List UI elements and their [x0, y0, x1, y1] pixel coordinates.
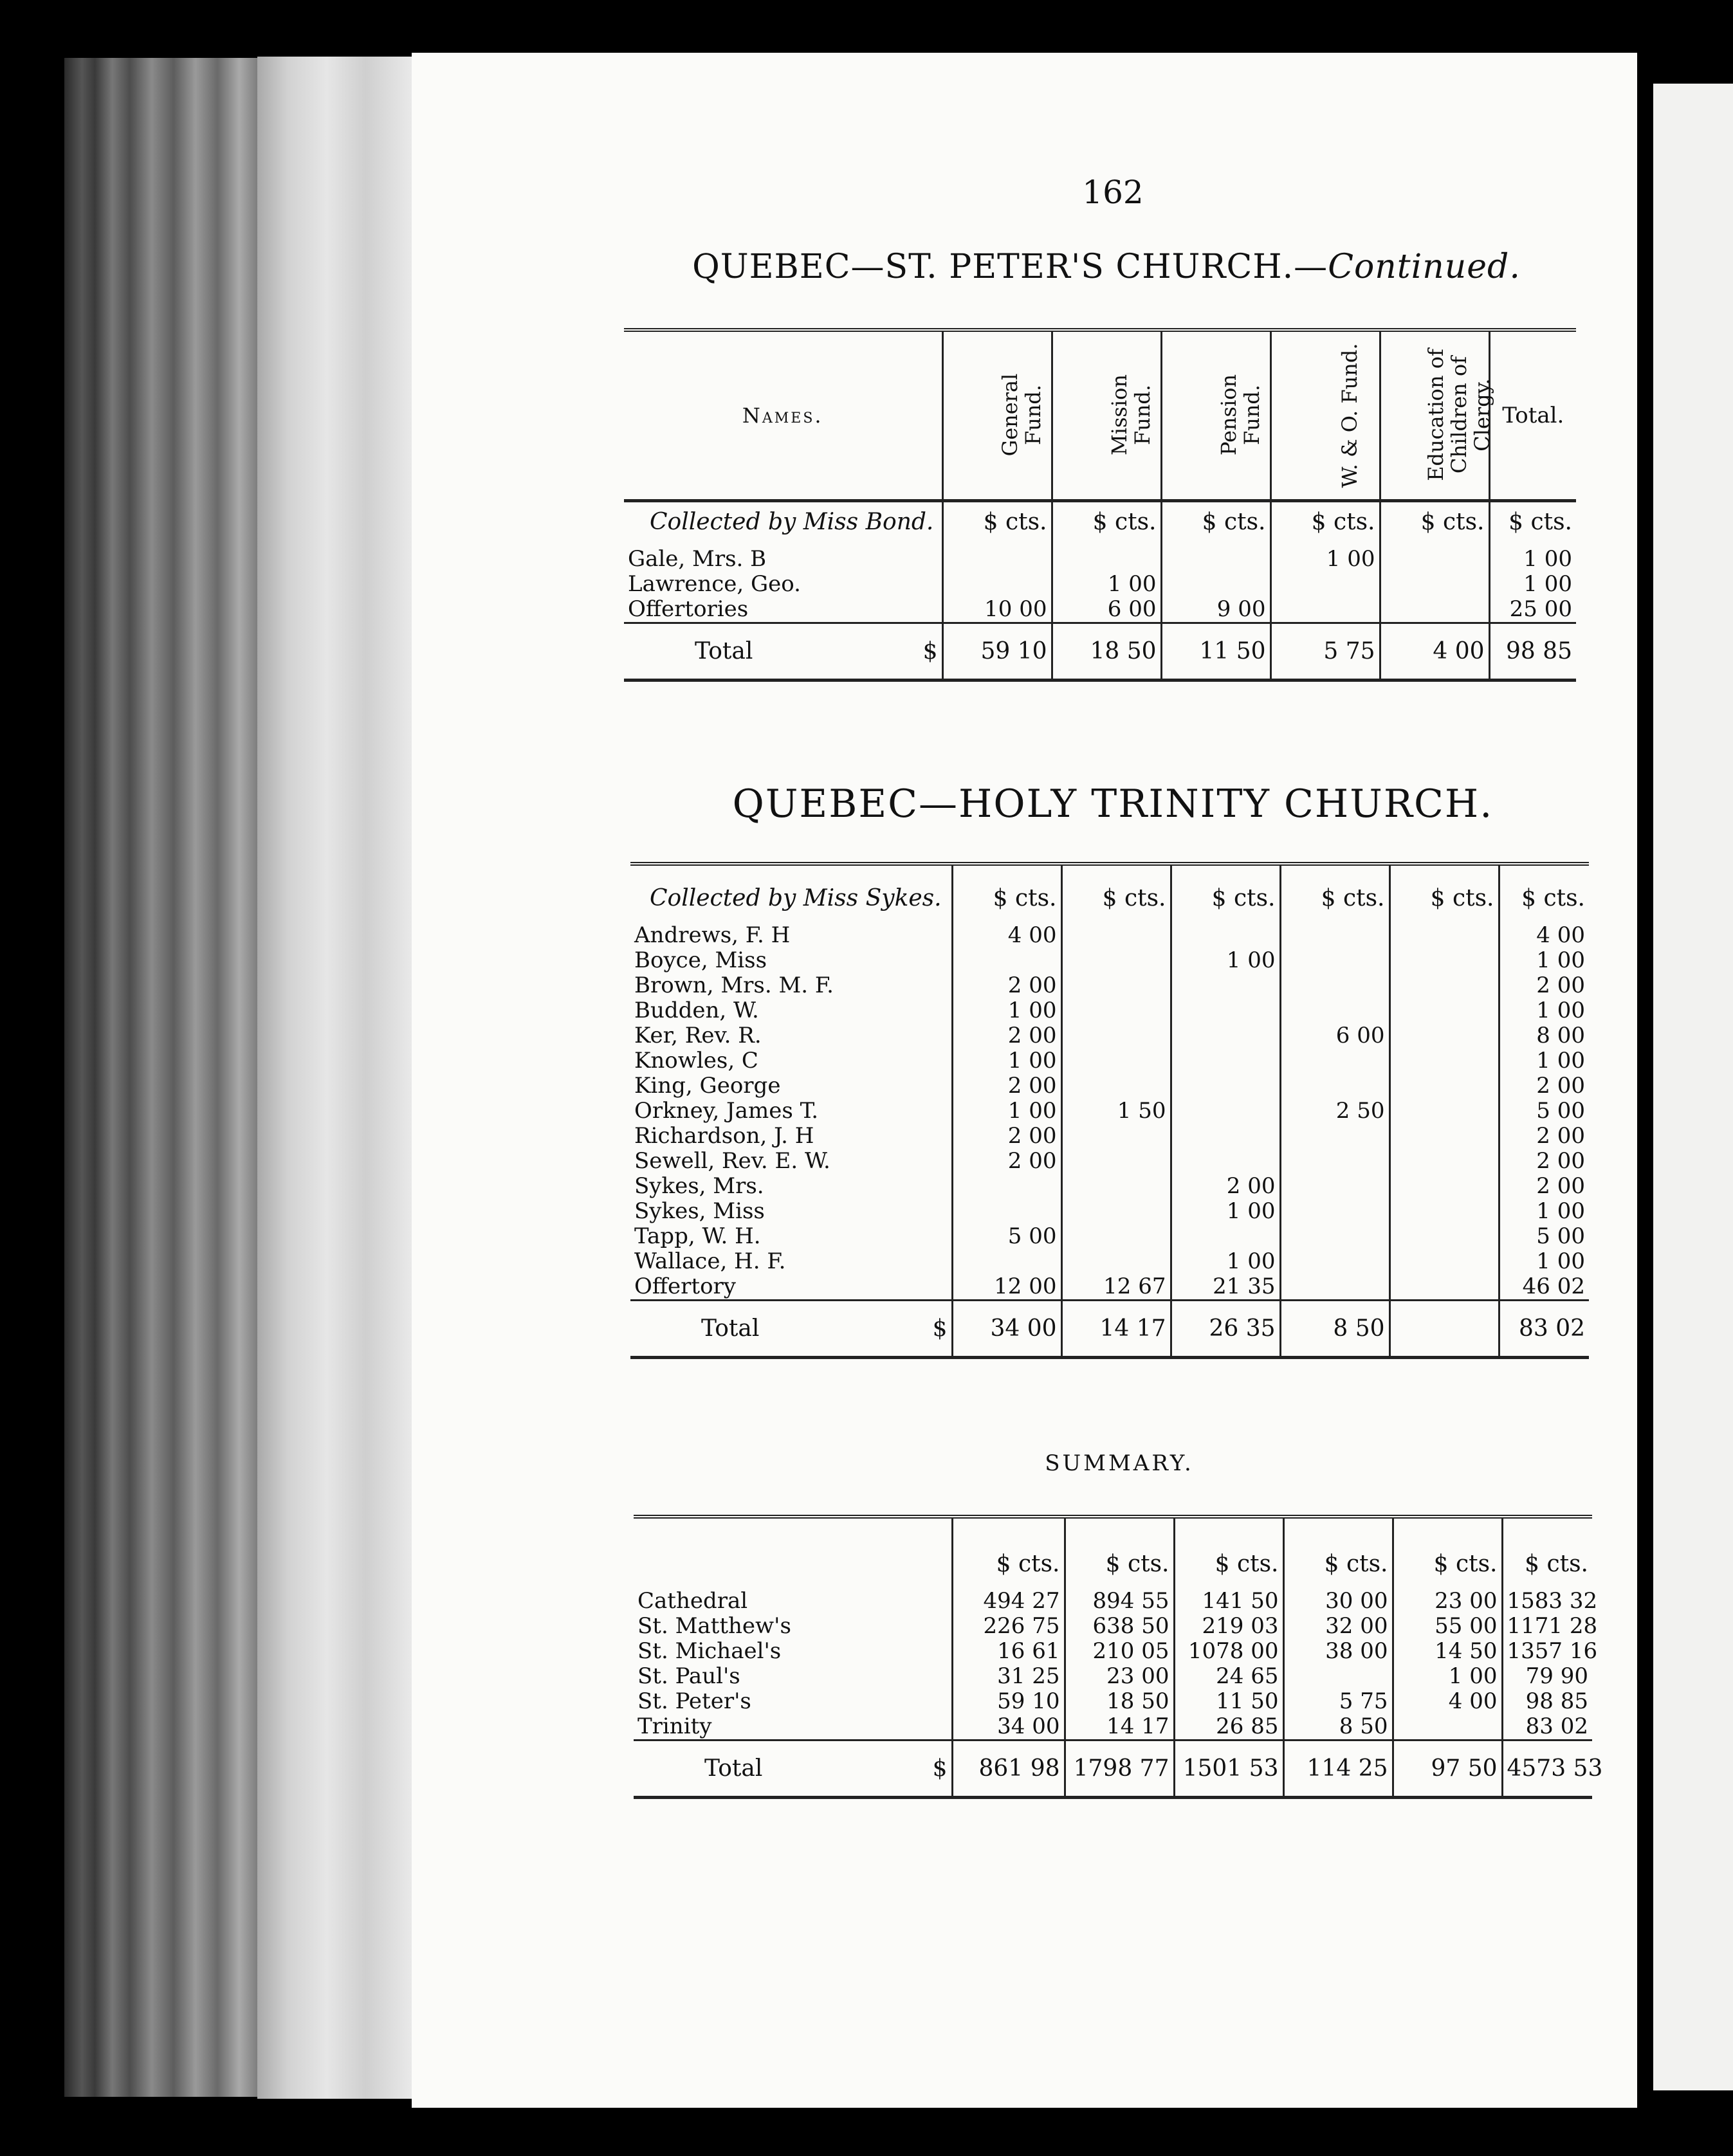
- page-number: 162: [1082, 174, 1144, 211]
- row-value: 1 00: [952, 998, 1061, 1023]
- names-header: Names.: [742, 403, 823, 428]
- row-value: 1 00: [1499, 998, 1589, 1023]
- row-value: 6 00: [1052, 597, 1161, 623]
- section1-title-italic: Continued.: [1328, 248, 1521, 286]
- row-value: 59 10: [952, 1689, 1065, 1714]
- row-value: [1280, 998, 1389, 1023]
- row-value: 2 00: [1499, 1149, 1589, 1174]
- section1-title: [656, 248, 1557, 286]
- table-row: [630, 1099, 1589, 1124]
- row-name: Cathedral: [637, 1588, 748, 1614]
- total-word: Total: [701, 1315, 760, 1342]
- row-name: Tapp, W. H.: [634, 1223, 761, 1249]
- row-value: [1171, 923, 1280, 948]
- row-name: St. Michael's: [637, 1638, 782, 1664]
- row-value: 5 75: [1283, 1689, 1393, 1714]
- total-value: 114 25: [1283, 1740, 1393, 1798]
- row-value: 5 00: [952, 1224, 1061, 1249]
- general-fund-header: General Fund.: [942, 330, 1052, 501]
- row-value: 12 67: [1061, 1274, 1171, 1301]
- row-value: [1380, 547, 1489, 572]
- row-value: 638 50: [1065, 1614, 1174, 1639]
- row-name: Budden, W.: [634, 998, 759, 1023]
- total-header: Total.: [1489, 330, 1576, 501]
- section2-title: QUEBEC—HOLY TRINITY CHURCH.: [732, 781, 1494, 827]
- unit-cell: $ cts.: [942, 501, 1052, 547]
- dollar-sign: $: [922, 638, 938, 664]
- row-value: 2 00: [1171, 1174, 1280, 1199]
- table-row: [634, 1639, 1592, 1664]
- total-value: 34 00: [952, 1301, 1061, 1358]
- row-value: 38 00: [1283, 1639, 1393, 1664]
- row-value: [1161, 547, 1270, 572]
- st-peters-table: [624, 328, 1576, 682]
- summary-blank-cell: [634, 1517, 952, 1589]
- row-value: 210 05: [1065, 1639, 1174, 1664]
- row-value: 1078 00: [1174, 1639, 1283, 1664]
- row-value: [1171, 1023, 1280, 1048]
- row-name: St. Peter's: [637, 1688, 751, 1714]
- row-value: [1389, 1099, 1499, 1124]
- row-value: 219 03: [1174, 1614, 1283, 1639]
- unit-cell: $ cts.: [1052, 501, 1161, 547]
- row-value: [1280, 1073, 1389, 1099]
- row-value: 23 00: [1393, 1589, 1502, 1614]
- pension-fund-header: Pension Fund.: [1161, 330, 1270, 501]
- row-value: 16 61: [952, 1639, 1065, 1664]
- row-name: Knowles, C: [634, 1048, 758, 1073]
- row-value: 2 00: [1499, 1174, 1589, 1199]
- row-value: 2 00: [952, 1149, 1061, 1174]
- row-value: [1283, 1664, 1393, 1689]
- row-value: 1 00: [1499, 1249, 1589, 1274]
- total-label: [634, 1740, 952, 1798]
- total-value: 8 50: [1280, 1301, 1389, 1358]
- total-value: 59 10: [942, 623, 1052, 681]
- dollar-sign: $: [932, 1755, 948, 1782]
- row-value: [1061, 1073, 1171, 1099]
- wo-fund-header: W. & O. Fund.: [1270, 330, 1380, 501]
- mission-fund-header: Mission Fund.: [1052, 330, 1161, 501]
- unit-cell: $ cts.: [1393, 1517, 1502, 1589]
- row-value: 1 00: [1171, 1199, 1280, 1224]
- row-value: 2 50: [1280, 1099, 1389, 1124]
- table-row: [630, 998, 1589, 1023]
- row-value: 83 02: [1502, 1714, 1592, 1740]
- row-value: 8 50: [1283, 1714, 1393, 1740]
- table-row: [634, 1614, 1592, 1639]
- total-label: [624, 623, 942, 681]
- row-value: 1 00: [1171, 948, 1280, 973]
- row-value: [1270, 572, 1380, 597]
- row-value: 1357 16: [1502, 1639, 1592, 1664]
- row-name: St. Matthew's: [637, 1613, 791, 1639]
- total-word: Total: [704, 1755, 763, 1782]
- total-value: 4 00: [1380, 623, 1489, 681]
- row-value: [1061, 948, 1171, 973]
- total-row: [634, 1740, 1592, 1798]
- row-value: [1171, 1124, 1280, 1149]
- row-value: [1380, 597, 1489, 623]
- row-value: [1280, 923, 1389, 948]
- total-value: 26 35: [1171, 1301, 1280, 1358]
- row-value: 18 50: [1065, 1689, 1174, 1714]
- row-name: Orkney, James T.: [634, 1098, 819, 1124]
- row-name: Sykes, Mrs.: [634, 1173, 764, 1199]
- row-value: 46 02: [1499, 1274, 1589, 1301]
- row-name: Offertory: [634, 1274, 736, 1299]
- total-value: 1798 77: [1065, 1740, 1174, 1798]
- row-value: [1061, 1048, 1171, 1073]
- dollar-sign: $: [932, 1315, 948, 1342]
- row-value: [1280, 1174, 1389, 1199]
- row-value: [1171, 1149, 1280, 1174]
- units-row: [634, 1517, 1592, 1589]
- row-name: Lawrence, Geo.: [628, 571, 801, 597]
- row-value: [1389, 948, 1499, 973]
- book-page-edges-inner: [257, 57, 412, 2099]
- table-row: [630, 1073, 1589, 1099]
- row-value: 2 00: [1499, 1124, 1589, 1149]
- row-value: 23 00: [1065, 1664, 1174, 1689]
- row-value: [1389, 1073, 1499, 1099]
- row-value: 1 00: [1499, 1048, 1589, 1073]
- row-value: 1 00: [1489, 547, 1576, 572]
- row-value: 30 00: [1283, 1589, 1393, 1614]
- collector-label: Collected by Miss Bond.: [650, 509, 934, 535]
- row-value: 98 85: [1502, 1689, 1592, 1714]
- table-row: [630, 1174, 1589, 1199]
- table-row: [630, 1023, 1589, 1048]
- row-name: Ker, Rev. R.: [634, 1023, 762, 1048]
- row-value: 1583 32: [1502, 1589, 1592, 1614]
- row-value: [1061, 1224, 1171, 1249]
- row-name: Brown, Mrs. M. F.: [634, 973, 834, 998]
- row-value: [1061, 973, 1171, 998]
- row-value: 14 17: [1065, 1714, 1174, 1740]
- row-value: 10 00: [942, 597, 1052, 623]
- row-value: 21 35: [1171, 1274, 1280, 1301]
- total-value: 14 17: [1061, 1301, 1171, 1358]
- row-value: [952, 1199, 1061, 1224]
- holy-trinity-table: [630, 862, 1589, 1359]
- row-value: [1061, 1249, 1171, 1274]
- row-value: 1171 28: [1502, 1614, 1592, 1639]
- row-value: [1061, 1174, 1171, 1199]
- row-value: [1389, 1249, 1499, 1274]
- table-row: [630, 1124, 1589, 1149]
- row-value: [1171, 1048, 1280, 1073]
- row-name: King, George: [634, 1073, 781, 1099]
- row-value: [1380, 572, 1489, 597]
- total-row: [630, 1301, 1589, 1358]
- row-value: [1061, 998, 1171, 1023]
- table-row: [634, 1714, 1592, 1740]
- total-value: 97 50: [1393, 1740, 1502, 1798]
- unit-cell: $ cts.: [1171, 864, 1280, 923]
- row-value: [1052, 547, 1161, 572]
- row-value: [1389, 1174, 1499, 1199]
- row-value: 4 00: [1393, 1689, 1502, 1714]
- row-name: Richardson, J. H: [634, 1123, 814, 1149]
- row-value: [1280, 1199, 1389, 1224]
- row-value: [1389, 1274, 1499, 1301]
- row-name: Sykes, Miss: [634, 1198, 765, 1224]
- row-value: [1389, 1023, 1499, 1048]
- row-value: 79 90: [1502, 1664, 1592, 1689]
- total-value: 1501 53: [1174, 1740, 1283, 1798]
- row-value: [1280, 1274, 1389, 1301]
- row-value: 26 85: [1174, 1714, 1283, 1740]
- row-value: [1061, 1023, 1171, 1048]
- row-value: 2 00: [1499, 973, 1589, 998]
- row-value: 11 50: [1174, 1689, 1283, 1714]
- row-value: [1171, 1224, 1280, 1249]
- row-value: 55 00: [1393, 1614, 1502, 1639]
- unit-cell: $ cts.: [952, 864, 1061, 923]
- row-name: Trinity: [637, 1713, 712, 1739]
- row-value: 12 00: [952, 1274, 1061, 1301]
- book-page-edges: [64, 58, 283, 2097]
- row-value: [952, 948, 1061, 973]
- table-row: [630, 1199, 1589, 1224]
- units-row: [624, 501, 1576, 547]
- row-value: [1389, 973, 1499, 998]
- row-value: [1389, 1149, 1499, 1174]
- row-value: 6 00: [1280, 1023, 1389, 1048]
- row-value: [1061, 1149, 1171, 1174]
- row-value: [1171, 1099, 1280, 1124]
- total-value: 98 85: [1489, 623, 1576, 681]
- row-value: 31 25: [952, 1664, 1065, 1689]
- row-value: [1389, 1224, 1499, 1249]
- row-value: [1280, 948, 1389, 973]
- row-value: [942, 547, 1052, 572]
- row-value: [1389, 1048, 1499, 1073]
- table-header-row: [624, 330, 1576, 501]
- row-value: 894 55: [1065, 1589, 1174, 1614]
- total-value: 83 02: [1499, 1301, 1589, 1358]
- row-value: [952, 1249, 1061, 1274]
- row-value: 5 00: [1499, 1099, 1589, 1124]
- table-row: [634, 1589, 1592, 1614]
- row-value: [1161, 572, 1270, 597]
- row-name: Wallace, H. F.: [634, 1248, 786, 1274]
- unit-cell: $ cts.: [1065, 1517, 1174, 1589]
- row-value: 24 65: [1174, 1664, 1283, 1689]
- table-row: [630, 973, 1589, 998]
- row-value: 4 00: [952, 923, 1061, 948]
- row-value: 1 50: [1061, 1099, 1171, 1124]
- total-value: 861 98: [952, 1740, 1065, 1798]
- row-value: 494 27: [952, 1589, 1065, 1614]
- unit-cell: $ cts.: [1283, 1517, 1393, 1589]
- row-value: [1393, 1714, 1502, 1740]
- row-value: [1389, 923, 1499, 948]
- row-value: [1280, 1124, 1389, 1149]
- row-value: [1389, 1199, 1499, 1224]
- section1-title-caps: QUEBEC—ST. PETER'S CHURCH.—: [692, 248, 1328, 286]
- table-row: [634, 1689, 1592, 1714]
- table-row: [630, 1249, 1589, 1274]
- table-row: [624, 572, 1576, 597]
- table-row: [630, 923, 1589, 948]
- row-value: 1 00: [1270, 547, 1380, 572]
- row-value: 1 00: [1052, 572, 1161, 597]
- row-value: [1171, 998, 1280, 1023]
- facing-page: [1653, 84, 1733, 2090]
- table-row: [630, 948, 1589, 973]
- row-value: 4 00: [1499, 923, 1589, 948]
- unit-cell: $ cts.: [1489, 501, 1576, 547]
- row-name: Sewell, Rev. E. W.: [634, 1148, 830, 1174]
- row-value: 32 00: [1283, 1614, 1393, 1639]
- unit-cell: $ cts.: [1499, 864, 1589, 923]
- row-value: [1061, 1124, 1171, 1149]
- table-row: [630, 1149, 1589, 1174]
- total-word: Total: [695, 638, 753, 664]
- unit-cell: $ cts.: [1270, 501, 1380, 547]
- unit-cell: $ cts.: [1061, 864, 1171, 923]
- row-name: Andrews, F. H: [634, 922, 791, 948]
- row-value: 1 00: [1499, 948, 1589, 973]
- row-value: [1280, 1224, 1389, 1249]
- row-name: Offertories: [628, 596, 749, 622]
- row-name: St. Paul's: [637, 1663, 740, 1689]
- row-value: [1280, 1249, 1389, 1274]
- table-row: [630, 1274, 1589, 1301]
- row-value: 2 00: [952, 1124, 1061, 1149]
- total-value: 18 50: [1052, 623, 1161, 681]
- total-value: 4573 53: [1502, 1740, 1592, 1798]
- row-value: 1 00: [952, 1048, 1061, 1073]
- row-value: [942, 572, 1052, 597]
- row-value: [952, 1174, 1061, 1199]
- table-row: [624, 547, 1576, 572]
- unit-cell: $ cts.: [1389, 864, 1499, 923]
- total-value: 11 50: [1161, 623, 1270, 681]
- row-value: 1 00: [952, 1099, 1061, 1124]
- row-value: 5 00: [1499, 1224, 1589, 1249]
- table-row: [630, 1048, 1589, 1073]
- row-value: [1171, 973, 1280, 998]
- summary-table: [634, 1515, 1603, 1799]
- total-value: 5 75: [1270, 623, 1380, 681]
- row-value: 1 00: [1393, 1664, 1502, 1689]
- row-value: 2 00: [952, 973, 1061, 998]
- row-value: [1389, 1124, 1499, 1149]
- section3-title: SUMMARY.: [1045, 1450, 1194, 1476]
- total-label: [630, 1301, 952, 1358]
- unit-cell: $ cts.: [1502, 1517, 1592, 1589]
- unit-cell: $ cts.: [1161, 501, 1270, 547]
- row-value: 14 50: [1393, 1639, 1502, 1664]
- row-value: [1280, 1048, 1389, 1073]
- unit-cell: $ cts.: [952, 1517, 1065, 1589]
- row-name: Boyce, Miss: [634, 947, 767, 973]
- table-row: [634, 1664, 1592, 1689]
- row-value: 1 00: [1489, 572, 1576, 597]
- collector-label: Collected by Miss Sykes.: [650, 885, 942, 911]
- row-value: 2 00: [1499, 1073, 1589, 1099]
- table-row: [624, 597, 1576, 623]
- row-value: [1061, 1199, 1171, 1224]
- row-value: 2 00: [952, 1073, 1061, 1099]
- row-value: 8 00: [1499, 1023, 1589, 1048]
- row-name: Gale, Mrs. B: [628, 546, 767, 572]
- row-value: [1280, 973, 1389, 998]
- row-value: 34 00: [952, 1714, 1065, 1740]
- row-value: [1061, 923, 1171, 948]
- row-value: 9 00: [1161, 597, 1270, 623]
- unit-cell: $ cts.: [1280, 864, 1389, 923]
- row-value: 1 00: [1499, 1199, 1589, 1224]
- row-value: [1389, 998, 1499, 1023]
- row-value: 2 00: [952, 1023, 1061, 1048]
- unit-cell: $ cts.: [1380, 501, 1489, 547]
- row-value: 25 00: [1489, 597, 1576, 623]
- unit-cell: $ cts.: [1174, 1517, 1283, 1589]
- total-value: [1389, 1301, 1499, 1358]
- total-row: [624, 623, 1576, 681]
- row-value: [1280, 1149, 1389, 1174]
- row-value: 141 50: [1174, 1589, 1283, 1614]
- table-row: [630, 1224, 1589, 1249]
- units-row: [630, 864, 1589, 923]
- row-value: 1 00: [1171, 1249, 1280, 1274]
- row-value: [1270, 597, 1380, 623]
- row-value: 226 75: [952, 1614, 1065, 1639]
- education-fund-header: Education of Children of Clergy.: [1380, 330, 1489, 501]
- row-value: [1171, 1073, 1280, 1099]
